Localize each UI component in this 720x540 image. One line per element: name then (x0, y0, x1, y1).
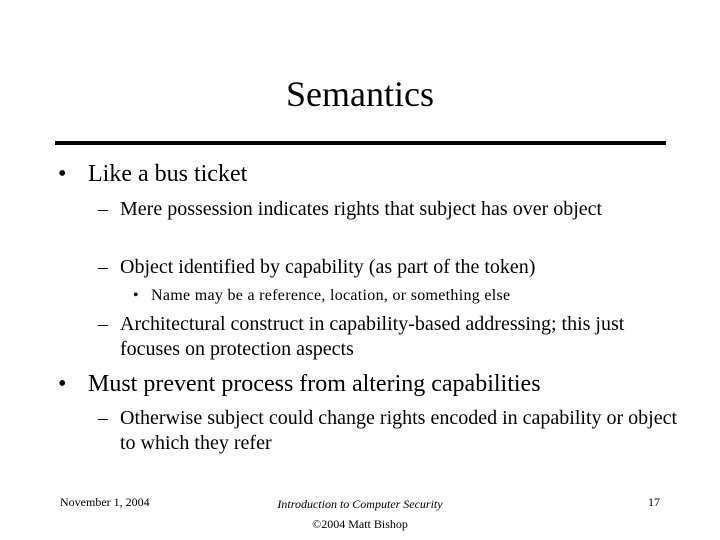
bullet-marker: • (58, 161, 67, 187)
footer-center (210, 494, 510, 534)
footer-date: November 1, 2004 (60, 495, 150, 509)
bullet-text: Like a bus ticket (88, 161, 248, 187)
sub-sub-bullet-text: Name may be a reference, location, or something else (151, 287, 511, 304)
page-number: 17 (648, 495, 660, 509)
dash-marker: – (98, 198, 108, 220)
dash-marker: – (98, 407, 108, 429)
dash-marker: – (98, 256, 108, 278)
bullet-text: Must prevent process from altering capabilities (88, 371, 541, 397)
footer-course-title: Introduction to Computer Security (277, 497, 443, 511)
sub-bullet-text: Otherwise subject could change rights encoded in capability or object to which they refer (120, 407, 678, 454)
sub-bullet-text: Architectural construct in capability-based addressing; this just focuses on protection aspects (120, 313, 625, 360)
footer-copyright: ©2004 Matt Bishop (312, 517, 408, 531)
sub-bullet-text: Mere possession indicates rights that subject has over object (120, 198, 603, 220)
title-divider (55, 141, 666, 145)
slide-title: Semantics (286, 74, 434, 114)
dash-marker: – (98, 313, 108, 335)
bullet-marker: • (58, 371, 67, 397)
bullet-marker: • (133, 287, 139, 304)
sub-bullet-text: Object identified by capability (as part of the token) (120, 256, 536, 278)
